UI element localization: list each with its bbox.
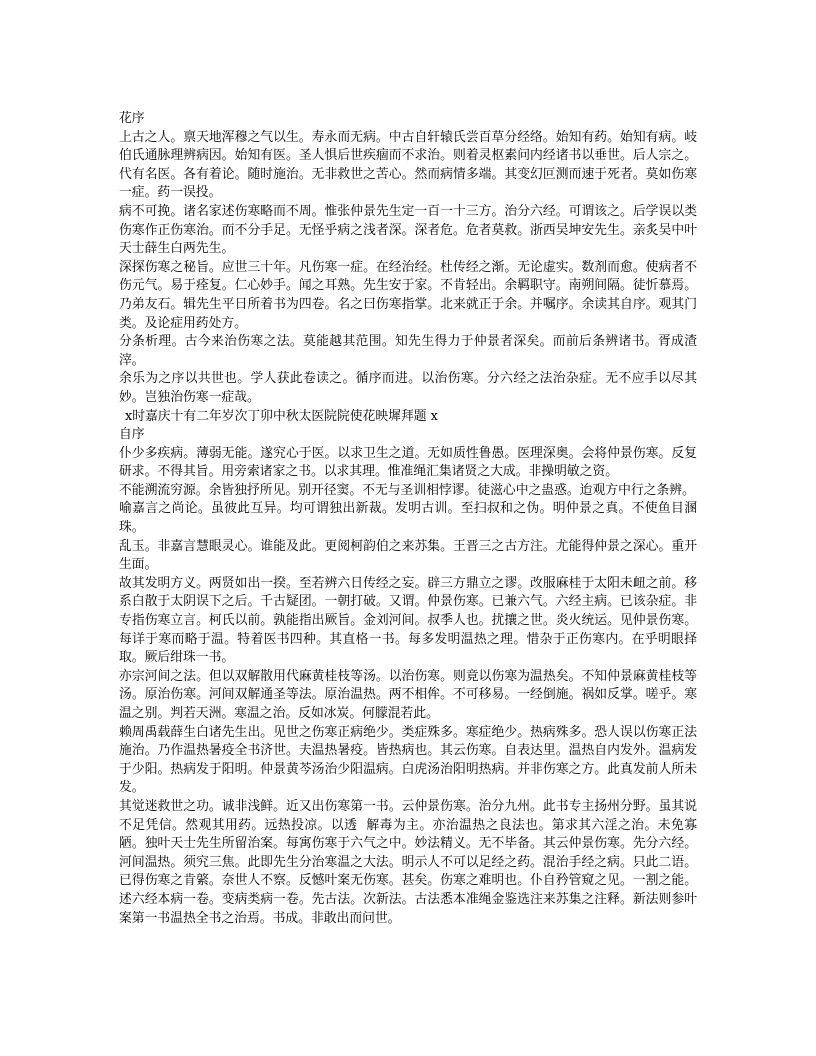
preface-paragraph: 余乐为之序以共世也。学人获此卷读之。循序而进。以治伤寒。分六经之法治杂症。无不应手以尽其妙。岂独治伤寒一症哉。	[119, 371, 697, 405]
author-preface-paragraph: 乱玉。非嘉言慧眼灵心。谁能及此。更阅柯韵伯之来苏集。王晋三之古方注。尤能得仲景之深心。重开生面。	[119, 538, 697, 573]
preface-signature: x时嘉庆十有二年岁次丁卯中秋太医院院使花映墀拜题 x	[125, 408, 438, 424]
preface-paragraph: 上古之人。禀天地浑穆之气以生。寿永而无病。中古自轩辕氏尝百草分经络。始知有药。始知有病。岐伯氏通脉理辨病因。始知有医。圣人惧后世疾痼而不求治。则着灵枢素问内经诸书以垂世。后人宗之。代有名医。各有着论。随时施治。无非救世之苦心。然而病情多端。其变幻叵测而速于死者。莫如伤寒一症。药一误投。	[119, 129, 697, 201]
author-preface-paragraph: 喻嘉言之尚论。虽彼此互异。均可谓独出新裁。发明古训。至扫叔和之伪。明仲景之真。不使鱼目溷珠。	[119, 501, 697, 536]
document-page	[119, 110, 697, 928]
preface-paragraph: 深探伤寒之秘旨。应世三十年。凡伤寒一症。在经治经。杜传经之渐。无论虚实。数剂而愈。使病者不伤元气。易于痊复。仁心妙手。闻之耳熟。先生安于家。不肯轻出。余羁职守。南朔间隔。徒忻慕焉。乃弟友石。辑先生平日所着书为四卷。名之曰伤寒指掌。北来就正于余。并嘱序。余读其自序。观其门类。及论症用药处方。	[119, 259, 697, 331]
author-preface-paragraph: 不能溯流穷源。余皆独抒所见。别开径窦。不无与圣训相悖谬。徒滋心中之蛊惑。迨观方中行之条辨。	[119, 482, 695, 498]
preface-paragraph: 分条析理。古今来治伤寒之法。莫能越其范围。知先生得力于仲景者深矣。而前后条辨诸书。胥成渣滓。	[119, 334, 697, 368]
author-preface-paragraph: 故其发明方义。两贤如出一揆。至若辨六日传经之妄。辟三方鼎立之谬。改服麻桂于太阳未衄之前。移系白散于太阴误下之后。千古疑团。一朝打破。又谓。仲景伤寒。已兼六气。六经主病。已该杂症。非专指伤寒立言。柯氏以前。孰能指出厥旨。金刘河间。叔季人也。扰攘之世。炎火统运。见仲景伤寒。每详于寒而略于温。特着医书四种。其直格一书。每多发明温热之理。惜杂于正伤寒内。在乎明眼择取。厥后绀珠一书。	[119, 575, 697, 666]
author-preface-paragraph: 仆少多疾病。薄弱无能。遂究心于医。以求卫生之道。无如质性鲁愚。医理深奥。会将仲景伤寒。反复研求。不得其旨。用旁索诸家之书。以求其理。惟准绳汇集诸贤之大成。非操明敏之资。	[119, 445, 697, 480]
author-preface-paragraph: 亦宗河间之法。但以双解散用代麻黄桂枝等汤。以治伤寒。则竟以伤寒为温热矣。不知仲景麻黄桂枝等汤。原治伤寒。河间双解通圣等法。原治温热。两不相侔。不可移易。一经倒施。祸如反掌。嗟乎。寒温之别。判若天洲。寒温之治。反如冰炭。何朦混若此。	[119, 668, 697, 721]
author-preface-paragraph: 其觉迷救世之功。诚非浅鲜。近又出伤寒第一书。云仲景伤寒。治分九州。此书专主扬州分野。虽其说不足凭信。然观其用药。远热投凉。以透 解毒为主。亦治温热之良法也。第求其六淫之治。未免寡陋。独叶天士先生所留治案。每寓伤寒于六气之中。妙法精义。无不毕备。其云仲景伤寒。先分六经。河间温热。须究三焦。此即先生分治寒温之大法。明示人不可以足经之药。混治手经之病。只此二语。已得伤寒之肯綮。奈世人不察。反憾叶案无伤寒。甚矣。伤寒之难明也。仆自矜管窥之见。一割之能。述六经本病一卷。变病类病一卷。先古法。次新法。古法悉本准绳金鉴选注来苏集之注释。新法则参叶案第一书温热全书之治焉。书成。非敢出而问世。	[119, 798, 697, 926]
preface-paragraph: 病不可挽。诸名家述伤寒略而不周。惟张仲景先生定一百一十三方。治分六经。可谓该之。后学误以类伤寒作正伤寒治。而不分手足。无怪乎病之浅者深。深者危。危者莫救。浙西吴坤安先生。亲炙吴中叶天士薛生白两先生。	[119, 203, 697, 257]
preface-heading: 花序	[119, 111, 145, 126]
author-preface-heading: 自序	[119, 427, 145, 443]
author-preface-paragraph: 赖周禹载薛生白诸先生出。见世之伤寒正病绝少。类症殊多。寒症绝少。热病殊多。恐人误以伤寒正法施治。乃作温热暑疫全书济世。夫温热暑疫。皆热病也。其云伤寒。自表达里。温热自内发外。温病发于少阳。热病发于阳明。仲景黄芩汤治少阳温病。白虎汤治阳明热病。并非伤寒之方。此真发前人所未发。	[119, 724, 697, 796]
